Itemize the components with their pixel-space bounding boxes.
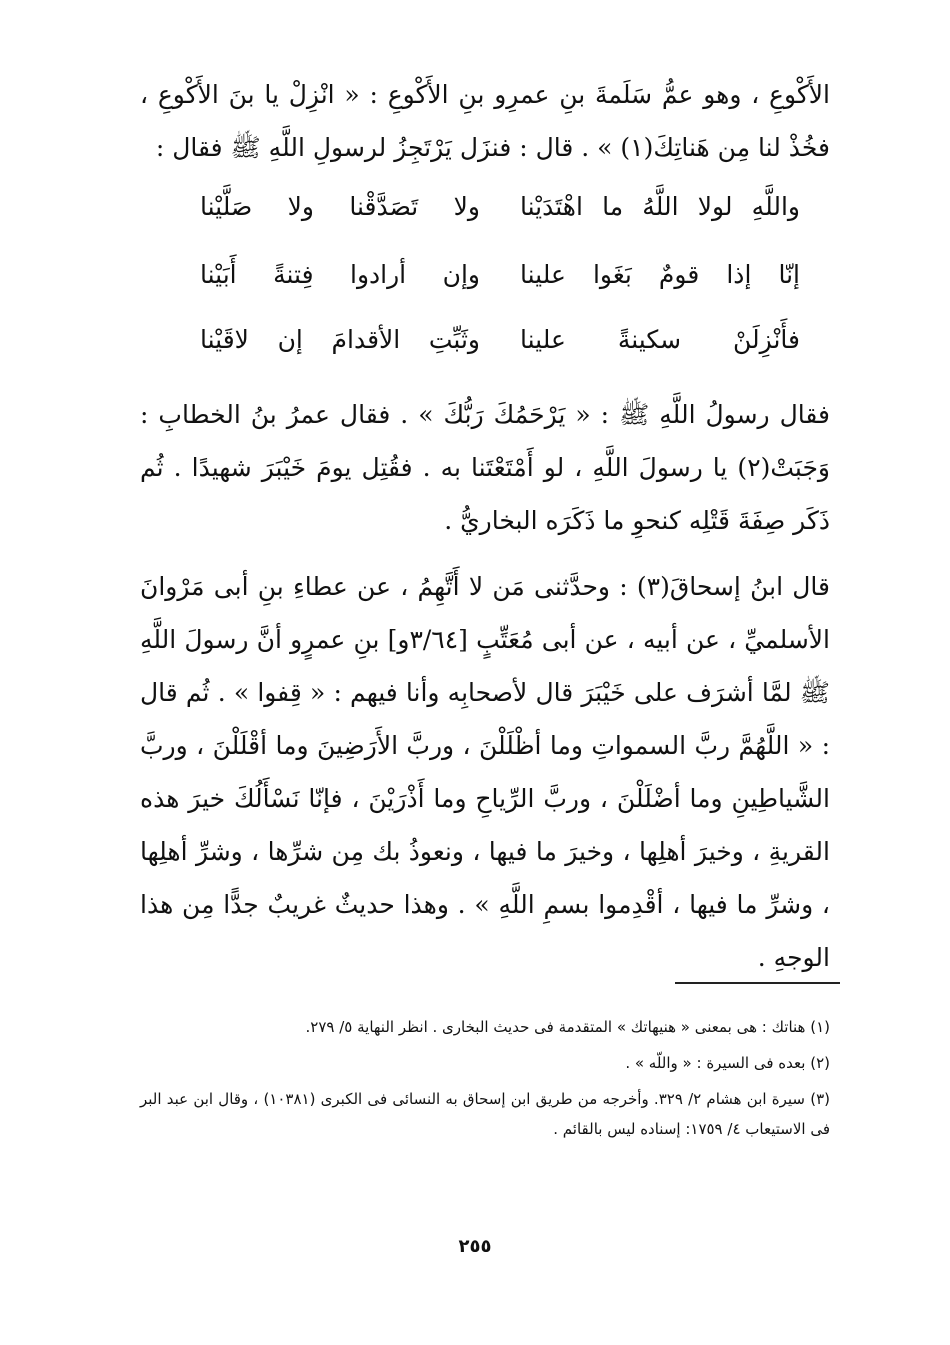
verse-first-hemistich: فأَنْزِلَنْ سكينةً علينا (520, 325, 800, 354)
footnote-1: (١) هناتك : هى بمعنى « هنيهاتك » المتقدمة فى حديث البخارى . انظر النهاية ٥/ ٢٧٩. (305, 1018, 830, 1036)
footnotes (140, 1012, 830, 1150)
paragraph-ibn-ishaq: قال ابنُ إسحاقَ(٣) : وحدَّثنى مَن لا أَتَّهِمُ ، عن عطاءِ بنِ أبى مَرْوانَ الأسلميِّ ، عن أبيه ، عن أبى مُعَتِّبٍ [٣/٦٤و] بنِ عمرٍو أنَّ رسولَ اللَّهِ ﷺ لمَّا أشرَف على خَيْبَرَ قال لأصحابِه وأنا فيهم : « قِفوا » . ثُم قال : « اللَّهُمَّ ربَّ السمواتِ وما أظْلَلْنَ ، وربَّ الأَرَضِينَ وما أقْلَلْنَ ، وربَّ الشَّياطِينِ وما أضْلَلْنَ ، وربَّ الرِّياحِ وما أَذْرَيْنَ ، فإنّا نَسْأَلُكَ خيرَ هذه القريةِ ، وخيرَ أهلِها ، وخيرَ ما فيها ، ونعوذُ بك مِن شرِّها ، وشرِّ أهلِها ، وشرِّ ما فيها ، أقْدِموا بسمِ اللَّهِ » . وهذا حديثٌ غريبٌ جدًّا مِن هذا الوجهِ . (140, 572, 831, 972)
page-number: ٢٥٥ (458, 1236, 492, 1257)
verse-second-hemistich: وإن أرادوا فِتنةً أَبَيْنا (200, 260, 480, 289)
footnote-separator (675, 982, 840, 984)
verse-first-hemistich: إنّا إذا قومٌ بَغَوا علينا (520, 260, 800, 289)
poem-verse (200, 192, 800, 252)
poem-verse (200, 325, 800, 385)
verse-first-hemistich: واللَّهِ لولا اللَّهُ ما اهْتَدَيْنا (520, 192, 800, 221)
verse-second-hemistich: ولا تَصَدَّقْنا ولا صَلَّيْنا (200, 192, 480, 221)
footnote-3: (٣) سيرة ابن هشام ٢/ ٣٢٩. وأخرجه من طريق ابن إسحاق به النسائى فى الكبرى (١٠٣٨١) ، وقال ابن عبد البر فى الاستيعاب ٤/ ١٧٥٩: إسناده ليس بالقائم . (140, 1090, 830, 1138)
paragraph-response: فقال رسولُ اللَّهِ ﷺ : « يَرْحَمُكَ رَبُّكَ » . فقال عمرُ بنُ الخطابِ : وَجَبَتْ(٢) يا رسولَ اللَّهِ ، لو أَمْتَعْتَنا به . فقُتِل يومَ خَيْبَرَ شهيدًا . ثُم ذَكَر صِفَةَ قَتْلِه كنحوِ ما ذَكَرَه البخاريُّ . (140, 400, 830, 535)
verse-second-hemistich: وثَبِّتِ الأقدامَ إن لاقَيْنا (200, 325, 480, 354)
poem-verse (200, 260, 800, 320)
footnote-2: (٢) بعده فى السيرة : « واللّه » . (625, 1054, 830, 1072)
paragraph-intro: الأَكْوعِ ، وهو عمُّ سَلَمةَ بنِ عمرِو بنِ الأَكْوعِ : « انْزِلْ يا بنَ الأَكْوعِ ، فخُذْ لنا مِن هَناتِكَ(١) » . قال : فنزَل يَرْتَجِزُ لرسولِ اللَّهِ ﷺ فقال : (140, 80, 830, 162)
